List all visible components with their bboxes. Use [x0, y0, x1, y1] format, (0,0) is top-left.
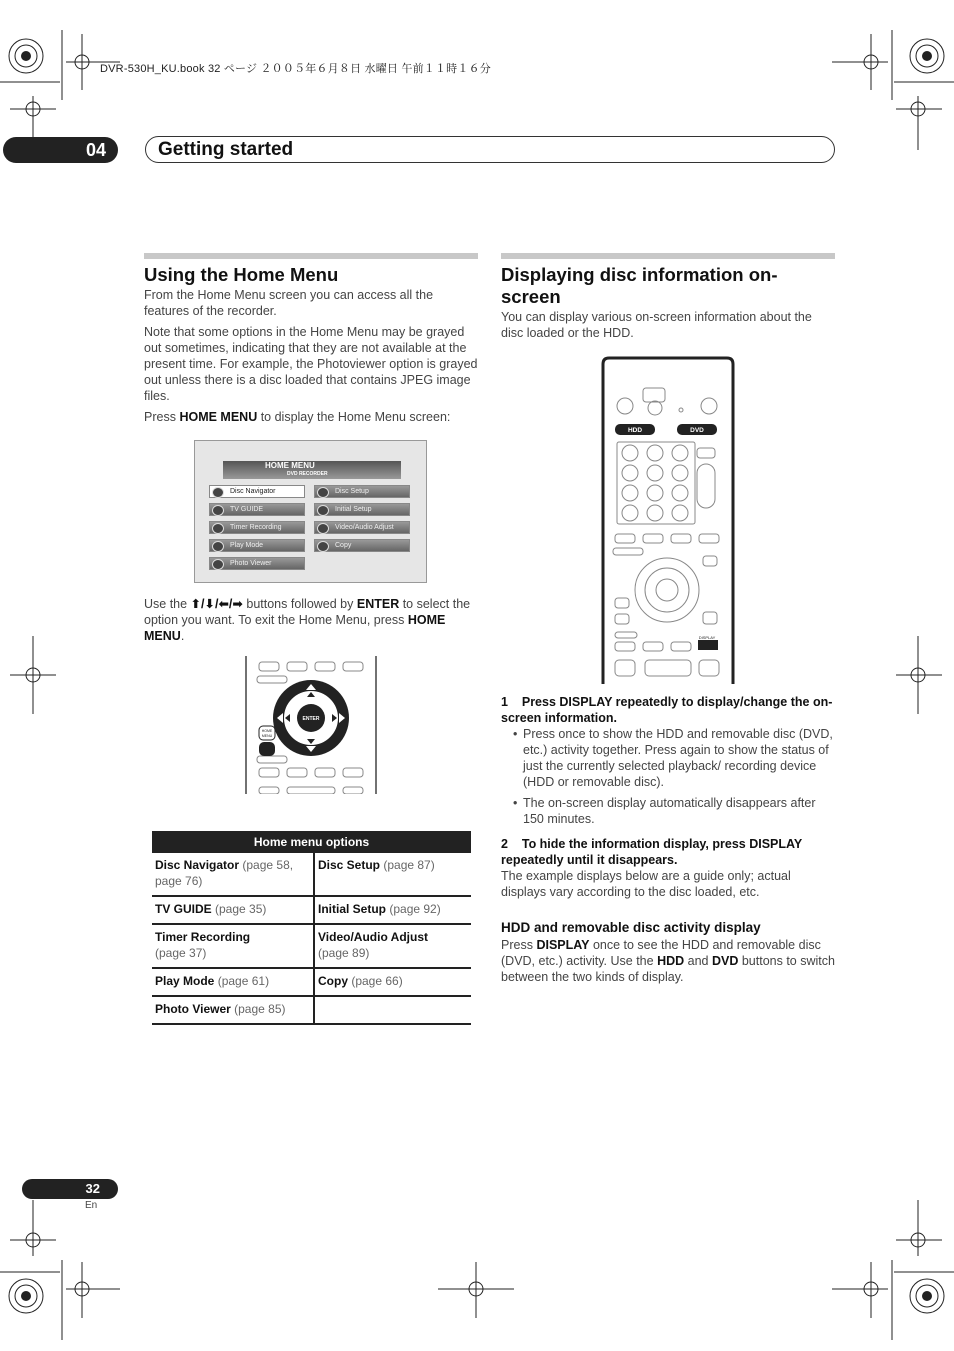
option-page: (page 85) — [230, 1002, 286, 1016]
home-label: HOME — [261, 729, 273, 733]
section-heading: Using the Home Menu — [144, 264, 339, 285]
screen-subtitle: DVD RECORDER — [287, 471, 328, 477]
option-name: Photo Viewer — [155, 1002, 231, 1016]
paragraph: The example displays below are a guide only; actual displays vary according to the disc loaded, etc. — [501, 869, 791, 899]
screen-menu-item — [209, 557, 305, 570]
menu-item-label: Copy — [335, 542, 352, 549]
menu-item-icon — [317, 523, 329, 534]
option-name: TV GUIDE — [155, 902, 212, 916]
display-label: DISPLAY — [698, 635, 716, 640]
table-cell — [152, 853, 314, 896]
section-rule — [144, 253, 478, 259]
paragraph: Press HOME MENU to display the Home Menu screen: — [144, 410, 451, 424]
step-1: 1 Press DISPLAY repeatedly to display/change the on-screen information. — [501, 695, 833, 725]
screen-menu-item — [314, 539, 410, 552]
table-row — [152, 853, 471, 896]
screen-menu-item — [314, 521, 410, 534]
menu-item-label: Photo Viewer — [230, 560, 272, 567]
paragraph: You can display various on-screen information about the disc loaded or the HDD. — [501, 310, 812, 340]
table-row — [152, 968, 471, 996]
option-name: Disc Navigator — [155, 858, 240, 872]
option-name: Timer Recording — [155, 930, 251, 944]
menu-item-icon — [212, 541, 224, 552]
option-name: Play Mode — [155, 974, 215, 988]
option-name: Initial Setup — [318, 902, 387, 916]
remote-enter-illustration — [245, 656, 377, 794]
hdd-label: HDD — [627, 427, 643, 434]
option-page: (page 89) — [318, 946, 370, 960]
menu-item-icon — [212, 523, 224, 534]
screen-title: HOME MENU — [265, 461, 315, 470]
table-cell — [314, 996, 471, 1024]
table-cell — [314, 853, 471, 896]
right-column-steps — [501, 694, 835, 985]
remote-display-illustration — [601, 356, 735, 684]
screen-menu-item — [209, 503, 305, 516]
menu-item-label: Disc Setup — [335, 488, 369, 495]
table-cell — [152, 968, 314, 996]
bullet-item: • Press once to show the HDD and removable disc (DVD, etc.) activity together. Press again to show the status of just the currently selected playback/ recording device (HDD or removable disc). — [501, 726, 835, 790]
screen-menu-item — [209, 539, 305, 552]
option-page: (page 37) — [155, 946, 207, 960]
right-column-top — [501, 264, 835, 341]
file-header: DVR-530H_KU.book 32 ページ ２００５年６月８日 水曜日 午前１１時１６分 — [100, 63, 491, 75]
menu-item-icon — [317, 541, 329, 552]
dvd-label: DVD — [690, 427, 704, 434]
table-cell — [152, 996, 314, 1024]
menu-item-label: Video/Audio Adjust — [335, 524, 394, 531]
menu-label: MENU — [261, 734, 273, 738]
table-header: Home menu options — [152, 831, 471, 853]
menu-item-label: TV GUIDE — [230, 506, 264, 513]
page-number: 32 — [22, 1179, 118, 1199]
table-row — [152, 924, 471, 968]
option-page: (page 92) — [386, 902, 441, 916]
screen-menu-item — [314, 485, 410, 498]
option-name: Video/Audio Adjust — [318, 930, 428, 944]
table-cell — [314, 896, 471, 924]
chapter-title: Getting started — [158, 139, 294, 160]
table-cell — [152, 896, 314, 924]
option-page: (page 66) — [348, 974, 403, 988]
step-2: 2 To hide the information display, press DISPLAY repeatedly until it disappears. — [501, 837, 803, 867]
table-cell — [314, 924, 471, 968]
menu-item-icon — [212, 487, 224, 498]
left-column — [144, 264, 478, 425]
page-language: En — [85, 1200, 98, 1211]
paragraph: Press DISPLAY once to see the HDD and removable disc (DVD, etc.) activity. Use the HDD and DVD buttons to switch between the two kinds of display. — [501, 938, 835, 984]
option-name: Copy — [318, 974, 348, 988]
menu-item-icon — [212, 559, 224, 570]
option-page: (page 87) — [380, 858, 435, 872]
screen-menu-item — [209, 485, 305, 498]
section-heading: Displaying disc information on-screen — [501, 264, 778, 307]
menu-item-label: Play Mode — [230, 542, 264, 549]
option-page: (page 58, page 76) — [155, 858, 294, 888]
menu-item-icon — [317, 487, 329, 498]
navigation-instructions: Use the ⬆/⬇/⬅/➡ buttons followed by ENTER to select the option you want. To exit the Home Menu, press HOME MENU. — [144, 597, 471, 643]
menu-item-icon — [212, 505, 224, 516]
menu-item-label: Initial Setup — [335, 506, 372, 513]
table-cell — [314, 968, 471, 996]
option-page: (page 61) — [214, 974, 270, 988]
menu-item-label: Disc Navigator — [230, 488, 276, 495]
option-page: (page 35) — [211, 902, 267, 916]
sub-heading: HDD and removable disc activity display — [501, 920, 761, 935]
option-name: Disc Setup — [318, 858, 381, 872]
home-menu-options-table — [152, 831, 471, 1025]
paragraph: From the Home Menu screen you can access all the features of the recorder. — [144, 288, 434, 318]
section-rule — [501, 253, 835, 259]
table-row — [152, 896, 471, 924]
bullet-item: • The on-screen display automatically disappears after 150 minutes. — [501, 795, 835, 827]
enter-label: ENTER — [302, 716, 320, 722]
chapter-number: 04 — [3, 137, 118, 163]
screen-menu-item — [209, 521, 305, 534]
paragraph: Note that some options in the Home Menu may be grayed out sometimes, indicating that they are not available at the present time. For example, the Photoviewer option is grayed out unless there is a disc loaded that contains JPEG image files. — [144, 325, 478, 403]
menu-item-icon — [317, 505, 329, 516]
table-row — [152, 996, 471, 1024]
table-cell — [152, 924, 314, 968]
home-menu-screen-illustration — [194, 440, 427, 583]
screen-menu-item — [314, 503, 410, 516]
menu-item-label: Timer Recording — [230, 524, 282, 531]
